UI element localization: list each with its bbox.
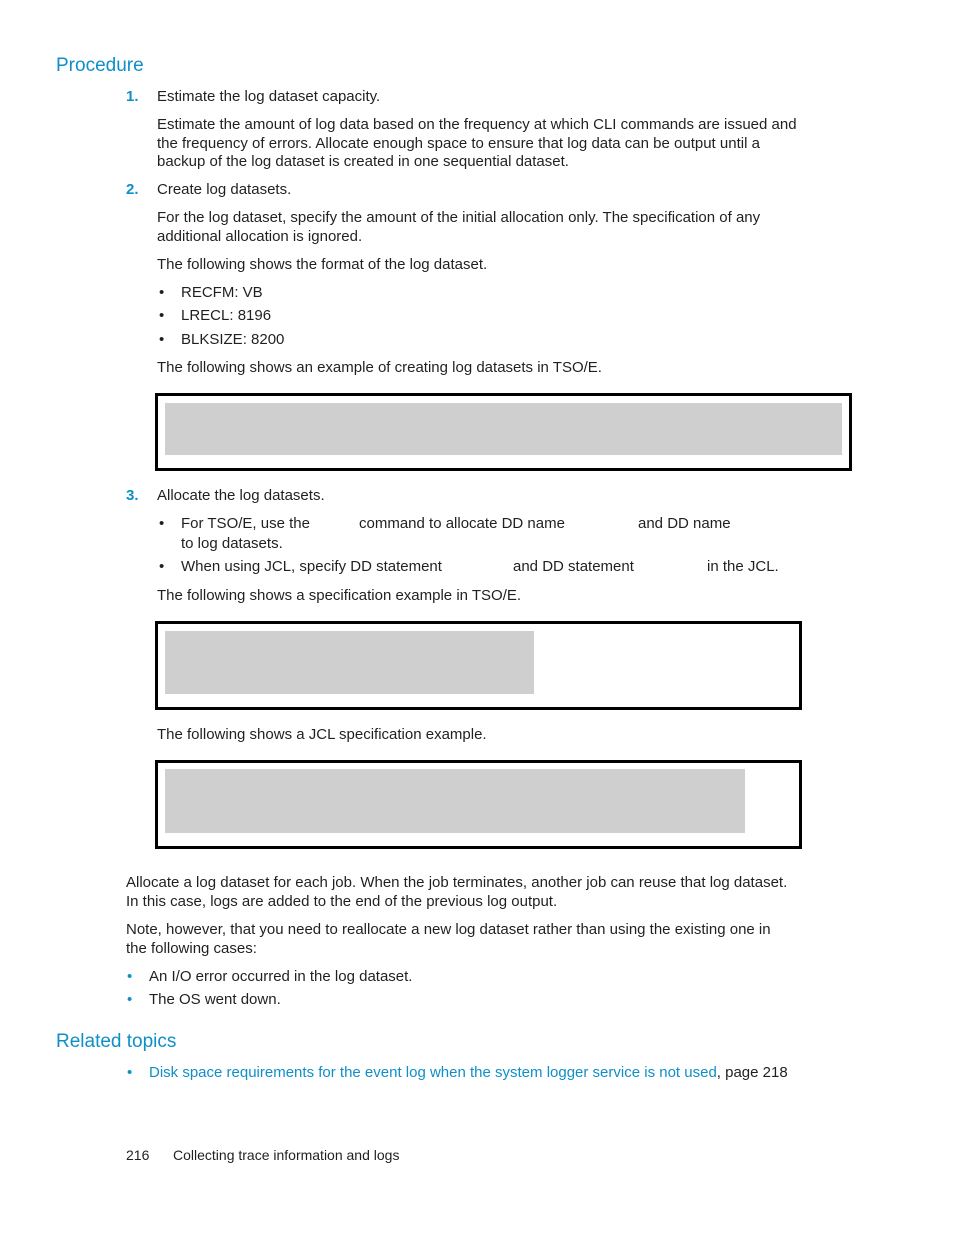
code-content-redacted [165, 769, 745, 833]
bullet-text-part: and DD name [638, 515, 731, 532]
example-intro: The following shows an example of creating log datasets in TSO/E. [157, 359, 602, 376]
related-item [149, 1063, 788, 1082]
case-item: An I/O error occurred in the log dataset. [149, 968, 413, 985]
paragraph-line: the following cases: [126, 940, 257, 957]
code-content-redacted [165, 403, 842, 455]
jcl-example-intro: The following shows a JCL specification example. [157, 726, 487, 743]
bullet-icon: • [159, 515, 165, 532]
step-title: Create log datasets. [157, 181, 292, 198]
bullet-text-part: For TSO/E, use the [181, 515, 310, 532]
bullet-text-part: command to allocate DD name [359, 515, 565, 532]
bullet-text-part: and DD statement [513, 558, 634, 575]
step-title: Estimate the log dataset capacity. [157, 88, 381, 105]
related-topics-heading: Related topics [56, 1031, 177, 1052]
paragraph-line: the frequency of errors. Allocate enough space to ensure that log data can be output until a [157, 135, 760, 152]
bullet-icon: • [127, 968, 133, 985]
step-number: 3. [126, 487, 139, 504]
bullet-text-part: in the JCL. [707, 558, 779, 575]
bullet-icon: • [159, 558, 165, 575]
bullet-text-part: to log datasets. [181, 535, 283, 552]
case-item: The OS went down. [149, 991, 281, 1008]
paragraph-line: In this case, logs are added to the end of the previous log output. [126, 893, 558, 910]
paragraph-line: backup of the log dataset is created in one sequential dataset. [157, 153, 569, 170]
page-number: 216 [126, 1147, 150, 1163]
paragraph-line: additional allocation is ignored. [157, 228, 363, 245]
code-content-redacted [165, 631, 534, 694]
step-number: 1. [126, 88, 139, 105]
bullet-icon: • [127, 1064, 133, 1081]
paragraph-line: Estimate the amount of log data based on the frequency at which CLI commands are issued and [157, 116, 797, 133]
paragraph-line: Allocate a log dataset for each job. When the job terminates, another job can reuse that log dataset. [126, 874, 788, 891]
format-item: LRECL: 8196 [181, 307, 272, 324]
bullet-icon: • [159, 284, 165, 301]
bullet-text-part: When using JCL, specify DD statement [181, 558, 442, 575]
format-item: RECFM: VB [181, 284, 263, 301]
format-intro: The following shows the format of the log dataset. [157, 256, 488, 273]
bullet-icon: • [159, 307, 165, 324]
tso-example-intro: The following shows a specification example in TSO/E. [157, 587, 522, 604]
procedure-heading: Procedure [56, 55, 144, 76]
step-title: Allocate the log datasets. [157, 487, 325, 504]
step-number: 2. [126, 181, 139, 198]
footer-section-title: Collecting trace information and logs [173, 1147, 400, 1163]
bullet-icon: • [159, 331, 165, 348]
format-item: BLKSIZE: 8200 [181, 331, 285, 348]
paragraph-line: For the log dataset, specify the amount of the initial allocation only. The specification of any [157, 209, 761, 226]
paragraph-line: Note, however, that you need to reallocate a new log dataset rather than using the existing one in [126, 921, 771, 938]
bullet-icon: • [127, 991, 133, 1008]
related-topic-link[interactable]: Disk space requirements for the event log when the system logger service is not used [149, 1064, 717, 1081]
related-page-ref: , page 218 [716, 1064, 788, 1081]
